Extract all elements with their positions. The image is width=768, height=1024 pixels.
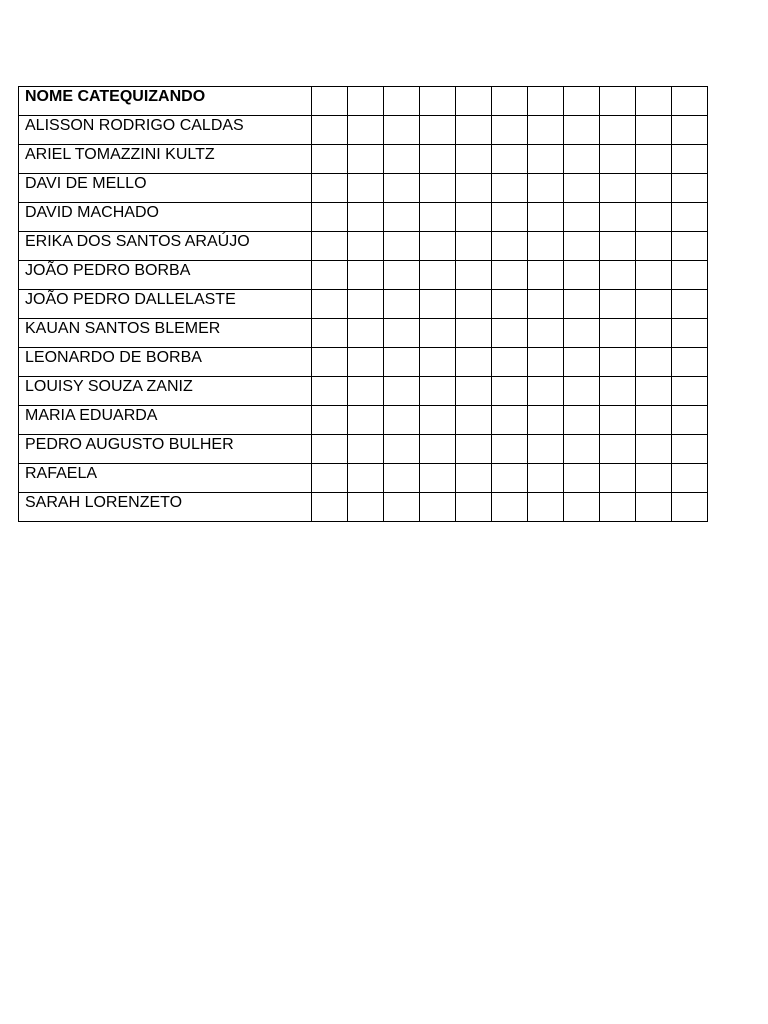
attendance-cell[interactable] <box>420 377 456 406</box>
student-name: KAUAN SANTOS BLEMER <box>19 319 312 348</box>
attendance-cell[interactable] <box>456 435 492 464</box>
attendance-cell[interactable] <box>600 406 636 435</box>
attendance-cell[interactable] <box>312 116 348 145</box>
attendance-cell[interactable] <box>348 493 384 522</box>
attendance-cell[interactable] <box>600 174 636 203</box>
attendance-cell[interactable] <box>420 174 456 203</box>
table-row <box>19 406 708 435</box>
attendance-cell[interactable] <box>636 319 672 348</box>
attendance-cell[interactable] <box>564 174 600 203</box>
attendance-cell[interactable] <box>312 290 348 319</box>
student-name: JOÃO PEDRO BORBA <box>19 261 312 290</box>
attendance-cell[interactable] <box>600 348 636 377</box>
attendance-cell[interactable] <box>492 174 528 203</box>
attendance-cell[interactable] <box>312 203 348 232</box>
student-name: ALISSON RODRIGO CALDAS <box>19 116 312 145</box>
attendance-cell[interactable] <box>492 464 528 493</box>
table-row <box>19 261 708 290</box>
table-body <box>19 116 708 522</box>
attendance-cell[interactable] <box>492 319 528 348</box>
attendance-cell[interactable] <box>456 406 492 435</box>
attendance-cell[interactable] <box>564 348 600 377</box>
attendance-cell[interactable] <box>564 145 600 174</box>
attendance-cell[interactable] <box>348 232 384 261</box>
attendance-cell[interactable] <box>456 145 492 174</box>
header-cell <box>672 87 708 116</box>
attendance-cell[interactable] <box>492 377 528 406</box>
attendance-cell[interactable] <box>672 377 708 406</box>
attendance-cell[interactable] <box>636 174 672 203</box>
attendance-cell[interactable] <box>384 377 420 406</box>
attendance-cell[interactable] <box>420 232 456 261</box>
attendance-cell[interactable] <box>492 435 528 464</box>
student-name: DAVI DE MELLO <box>19 174 312 203</box>
attendance-cell[interactable] <box>312 348 348 377</box>
attendance-cell[interactable] <box>348 116 384 145</box>
header-cell <box>312 87 348 116</box>
table-row <box>19 493 708 522</box>
attendance-cell[interactable] <box>420 464 456 493</box>
attendance-cell[interactable] <box>312 319 348 348</box>
attendance-cell[interactable] <box>348 377 384 406</box>
attendance-cell[interactable] <box>600 232 636 261</box>
attendance-cell[interactable] <box>600 464 636 493</box>
attendance-cell[interactable] <box>420 435 456 464</box>
attendance-cell[interactable] <box>564 261 600 290</box>
attendance-cell[interactable] <box>420 493 456 522</box>
attendance-cell[interactable] <box>456 232 492 261</box>
attendance-cell[interactable] <box>672 464 708 493</box>
attendance-cell[interactable] <box>636 261 672 290</box>
header-cell <box>636 87 672 116</box>
attendance-cell[interactable] <box>636 290 672 319</box>
attendance-cell[interactable] <box>492 116 528 145</box>
attendance-cell[interactable] <box>420 290 456 319</box>
student-name: LOUISY SOUZA ZANIZ <box>19 377 312 406</box>
attendance-cell[interactable] <box>528 261 564 290</box>
table-row <box>19 464 708 493</box>
attendance-cell[interactable] <box>384 406 420 435</box>
attendance-cell[interactable] <box>636 203 672 232</box>
attendance-cell[interactable] <box>636 232 672 261</box>
attendance-cell[interactable] <box>600 319 636 348</box>
attendance-cell[interactable] <box>384 174 420 203</box>
table-row <box>19 319 708 348</box>
attendance-cell[interactable] <box>564 377 600 406</box>
table-row <box>19 348 708 377</box>
attendance-cell[interactable] <box>600 145 636 174</box>
table-row <box>19 116 708 145</box>
attendance-cell[interactable] <box>348 464 384 493</box>
attendance-cell[interactable] <box>600 261 636 290</box>
attendance-cell[interactable] <box>348 435 384 464</box>
attendance-cell[interactable] <box>672 493 708 522</box>
attendance-cell[interactable] <box>456 203 492 232</box>
attendance-cell[interactable] <box>384 116 420 145</box>
attendance-cell[interactable] <box>636 377 672 406</box>
attendance-cell[interactable] <box>456 116 492 145</box>
table-row <box>19 232 708 261</box>
attendance-cell[interactable] <box>564 290 600 319</box>
attendance-cell[interactable] <box>492 493 528 522</box>
header-cell <box>348 87 384 116</box>
attendance-cell[interactable] <box>492 406 528 435</box>
attendance-cell[interactable] <box>420 203 456 232</box>
student-name: LEONARDO DE BORBA <box>19 348 312 377</box>
attendance-cell[interactable] <box>636 145 672 174</box>
attendance-table <box>18 86 708 522</box>
attendance-cell[interactable] <box>528 348 564 377</box>
attendance-cell[interactable] <box>420 406 456 435</box>
attendance-cell[interactable] <box>528 319 564 348</box>
attendance-cell[interactable] <box>528 406 564 435</box>
attendance-cell[interactable] <box>564 493 600 522</box>
attendance-cell[interactable] <box>348 348 384 377</box>
attendance-cell[interactable] <box>348 145 384 174</box>
attendance-cell[interactable] <box>672 406 708 435</box>
attendance-cell[interactable] <box>384 232 420 261</box>
name-column-header: NOME CATEQUIZANDO <box>19 87 312 116</box>
attendance-cell[interactable] <box>528 464 564 493</box>
attendance-cell[interactable] <box>564 203 600 232</box>
attendance-cell[interactable] <box>672 261 708 290</box>
attendance-cell[interactable] <box>600 290 636 319</box>
attendance-cell[interactable] <box>312 464 348 493</box>
attendance-cell[interactable] <box>456 377 492 406</box>
student-name: DAVID MACHADO <box>19 203 312 232</box>
attendance-cell[interactable] <box>600 203 636 232</box>
attendance-cell[interactable] <box>600 435 636 464</box>
attendance-cell[interactable] <box>384 435 420 464</box>
attendance-cell[interactable] <box>492 232 528 261</box>
header-row <box>19 87 708 116</box>
student-name: PEDRO AUGUSTO BULHER <box>19 435 312 464</box>
attendance-cell[interactable] <box>636 348 672 377</box>
attendance-cell[interactable] <box>384 464 420 493</box>
attendance-cell[interactable] <box>312 493 348 522</box>
table-row <box>19 174 708 203</box>
attendance-cell[interactable] <box>492 203 528 232</box>
header-cell <box>384 87 420 116</box>
attendance-cell[interactable] <box>420 145 456 174</box>
attendance-cell[interactable] <box>564 464 600 493</box>
attendance-cell[interactable] <box>348 261 384 290</box>
attendance-cell[interactable] <box>672 232 708 261</box>
attendance-cell[interactable] <box>420 319 456 348</box>
attendance-cell[interactable] <box>600 493 636 522</box>
attendance-cell[interactable] <box>672 348 708 377</box>
attendance-cell[interactable] <box>636 464 672 493</box>
table-row <box>19 377 708 406</box>
table-row <box>19 290 708 319</box>
attendance-cell[interactable] <box>312 377 348 406</box>
attendance-cell[interactable] <box>384 319 420 348</box>
attendance-cell[interactable] <box>456 493 492 522</box>
attendance-cell[interactable] <box>528 232 564 261</box>
attendance-cell[interactable] <box>528 493 564 522</box>
attendance-cell[interactable] <box>384 261 420 290</box>
attendance-cell[interactable] <box>600 116 636 145</box>
attendance-cell[interactable] <box>384 290 420 319</box>
attendance-cell[interactable] <box>492 261 528 290</box>
table-row <box>19 435 708 464</box>
attendance-cell[interactable] <box>384 145 420 174</box>
attendance-cell[interactable] <box>672 319 708 348</box>
student-name: JOÃO PEDRO DALLELASTE <box>19 290 312 319</box>
attendance-cell[interactable] <box>564 435 600 464</box>
attendance-cell[interactable] <box>528 203 564 232</box>
attendance-cell[interactable] <box>312 406 348 435</box>
header-cell <box>528 87 564 116</box>
attendance-cell[interactable] <box>312 174 348 203</box>
attendance-cell[interactable] <box>564 319 600 348</box>
attendance-cell[interactable] <box>636 493 672 522</box>
attendance-cell[interactable] <box>564 232 600 261</box>
header-cell <box>420 87 456 116</box>
attendance-cell[interactable] <box>528 116 564 145</box>
attendance-cell[interactable] <box>456 319 492 348</box>
attendance-cell[interactable] <box>456 261 492 290</box>
attendance-cell[interactable] <box>672 290 708 319</box>
attendance-cell[interactable] <box>420 261 456 290</box>
attendance-cell[interactable] <box>492 348 528 377</box>
attendance-cell[interactable] <box>312 261 348 290</box>
attendance-cell[interactable] <box>672 174 708 203</box>
attendance-cell[interactable] <box>600 377 636 406</box>
header-cell <box>600 87 636 116</box>
attendance-cell[interactable] <box>312 232 348 261</box>
student-name: ARIEL TOMAZZINI KULTZ <box>19 145 312 174</box>
attendance-cell[interactable] <box>384 203 420 232</box>
attendance-cell[interactable] <box>456 464 492 493</box>
attendance-cell[interactable] <box>636 116 672 145</box>
attendance-cell[interactable] <box>420 116 456 145</box>
student-name: RAFAELA <box>19 464 312 493</box>
attendance-cell[interactable] <box>492 290 528 319</box>
attendance-cell[interactable] <box>564 116 600 145</box>
attendance-cell[interactable] <box>384 493 420 522</box>
table-row <box>19 145 708 174</box>
attendance-cell[interactable] <box>528 174 564 203</box>
attendance-cell[interactable] <box>456 290 492 319</box>
attendance-cell[interactable] <box>456 348 492 377</box>
attendance-cell[interactable] <box>348 290 384 319</box>
attendance-cell[interactable] <box>492 145 528 174</box>
attendance-cell[interactable] <box>672 116 708 145</box>
attendance-cell[interactable] <box>672 145 708 174</box>
header-cell <box>456 87 492 116</box>
table-row <box>19 203 708 232</box>
attendance-cell[interactable] <box>384 348 420 377</box>
header-cell <box>492 87 528 116</box>
attendance-cell[interactable] <box>636 435 672 464</box>
attendance-cell[interactable] <box>528 290 564 319</box>
attendance-cell[interactable] <box>672 435 708 464</box>
attendance-cell[interactable] <box>312 145 348 174</box>
attendance-cell[interactable] <box>528 377 564 406</box>
attendance-cell[interactable] <box>528 435 564 464</box>
student-name: MARIA EDUARDA <box>19 406 312 435</box>
attendance-cell[interactable] <box>528 145 564 174</box>
attendance-cell[interactable] <box>348 174 384 203</box>
attendance-cell[interactable] <box>348 406 384 435</box>
student-name: SARAH LORENZETO <box>19 493 312 522</box>
attendance-cell[interactable] <box>420 348 456 377</box>
attendance-cell[interactable] <box>348 203 384 232</box>
attendance-cell[interactable] <box>564 406 600 435</box>
attendance-cell[interactable] <box>456 174 492 203</box>
attendance-cell[interactable] <box>312 435 348 464</box>
student-name: ERIKA DOS SANTOS ARAÚJO <box>19 232 312 261</box>
attendance-cell[interactable] <box>672 203 708 232</box>
header-cell <box>564 87 600 116</box>
attendance-cell[interactable] <box>348 319 384 348</box>
attendance-cell[interactable] <box>636 406 672 435</box>
